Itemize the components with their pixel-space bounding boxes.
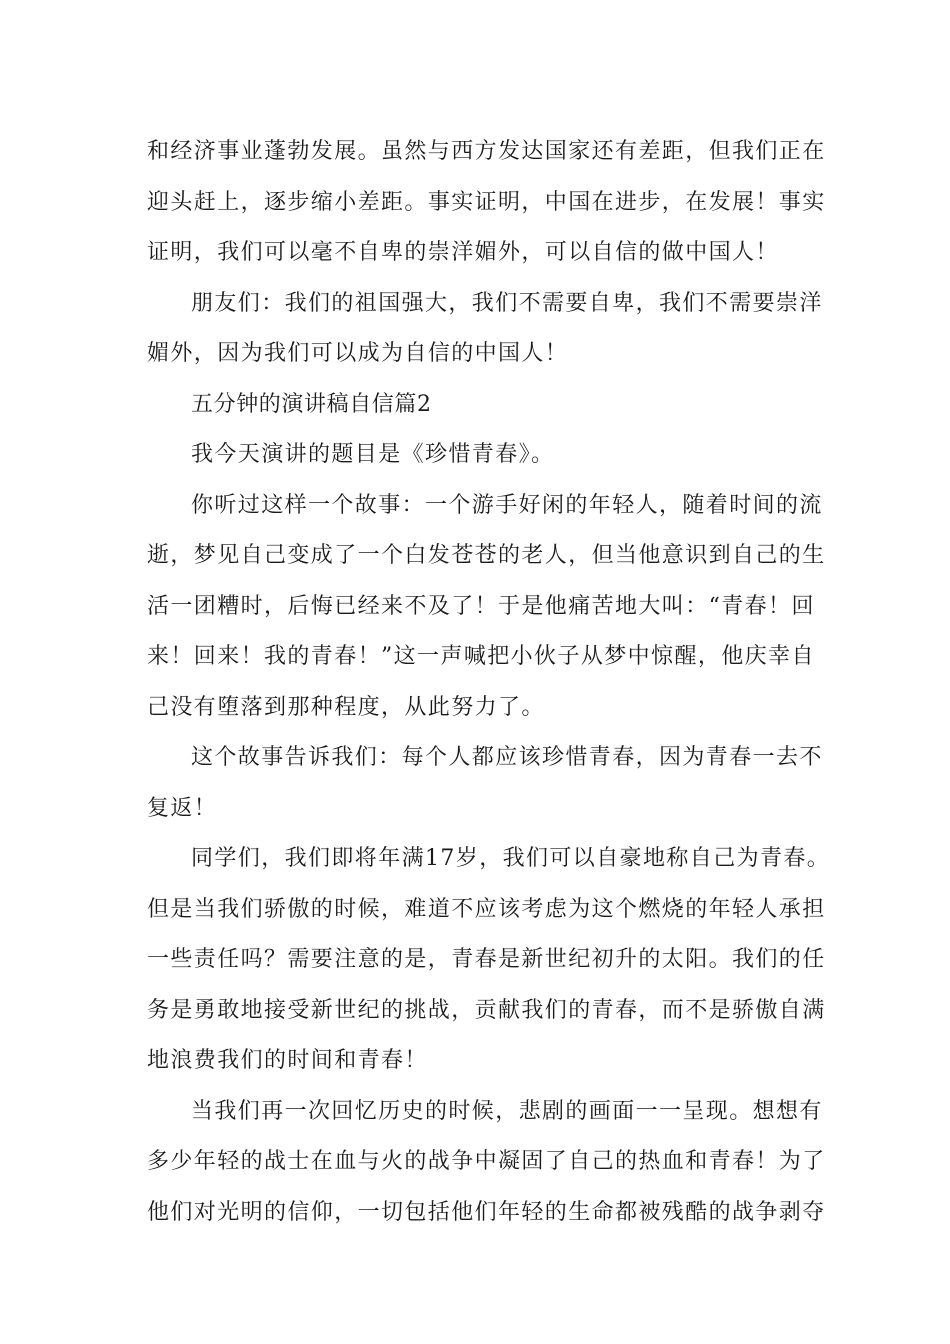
text-line: 活一团糟时，后悔已经来不及了！于是他痛苦地大叫：“青春！回 xyxy=(147,593,815,619)
text-line: 媚外，因为我们可以成为自信的中国人！ xyxy=(147,341,569,366)
text-line: 证明，我们可以毫不自卑的崇洋媚外，可以自信的做中国人！ xyxy=(147,240,779,265)
text-line: 一些责任吗？需要注意的是，青春是新世纪初升的太阳。我们的任 xyxy=(147,947,826,972)
text-line: 地浪费我们的时间和青春！ xyxy=(147,1048,428,1073)
text-line: 来！回来！我的青春！”这一声喊把小伙子从梦中惊醒，他庆幸自 xyxy=(147,644,815,669)
text-line: 他们对光明的信仰，一切包括他们年轻的生命都被残酷的战争剥夺 xyxy=(147,1199,826,1225)
paragraph-start-line: 我今天演讲的题目是《珍惜青春》。 xyxy=(191,442,555,467)
text-line: 己没有堕落到那种程度，从此努力了。 xyxy=(147,694,545,720)
text-line: 多少年轻的战士在血与火的战争中凝固了自己的热血和青春！为了 xyxy=(147,1149,826,1174)
paragraph-start-line: 同学们，我们即将年满17岁，我们可以自豪地称自己为青春。 xyxy=(191,846,831,871)
paragraph-start-line: 当我们再一次回忆历史的时候，悲剧的画面一一呈现。想想有 xyxy=(191,1098,823,1124)
text-line: 和经济事业蓬勃发展。虽然与西方发达国家还有差距，但我们正在 xyxy=(147,139,826,164)
paragraph-start-line: 你听过这样一个故事：一个游手好闲的年轻人，随着时间的流 xyxy=(191,492,823,518)
text-line: 复返！ xyxy=(147,795,218,821)
paragraph-start-line: 朋友们：我们的祖国强大，我们不需要自卑，我们不需要崇洋 xyxy=(191,290,823,316)
body-text xyxy=(147,127,831,1238)
text-line: 务是勇敢地接受新世纪的挑战，贡献我们的青春，而不是骄傲自满 xyxy=(147,997,826,1023)
text-line: 但是当我们骄傲的时候，难道不应该考虑为这个燃烧的年轻人承担 xyxy=(147,896,826,922)
section-heading: 五分钟的演讲稿自信篇2 xyxy=(191,391,432,417)
text-line: 迎头赶上，逐步缩小差距。事实证明，中国在进步，在发展！事实 xyxy=(147,189,826,215)
paragraph-start-line: 这个故事告诉我们：每个人都应该珍惜青春，因为青春一去不 xyxy=(191,745,823,770)
text-line: 逝，梦见自己变成了一个白发苍苍的老人，但当他意识到自己的生 xyxy=(147,543,826,568)
